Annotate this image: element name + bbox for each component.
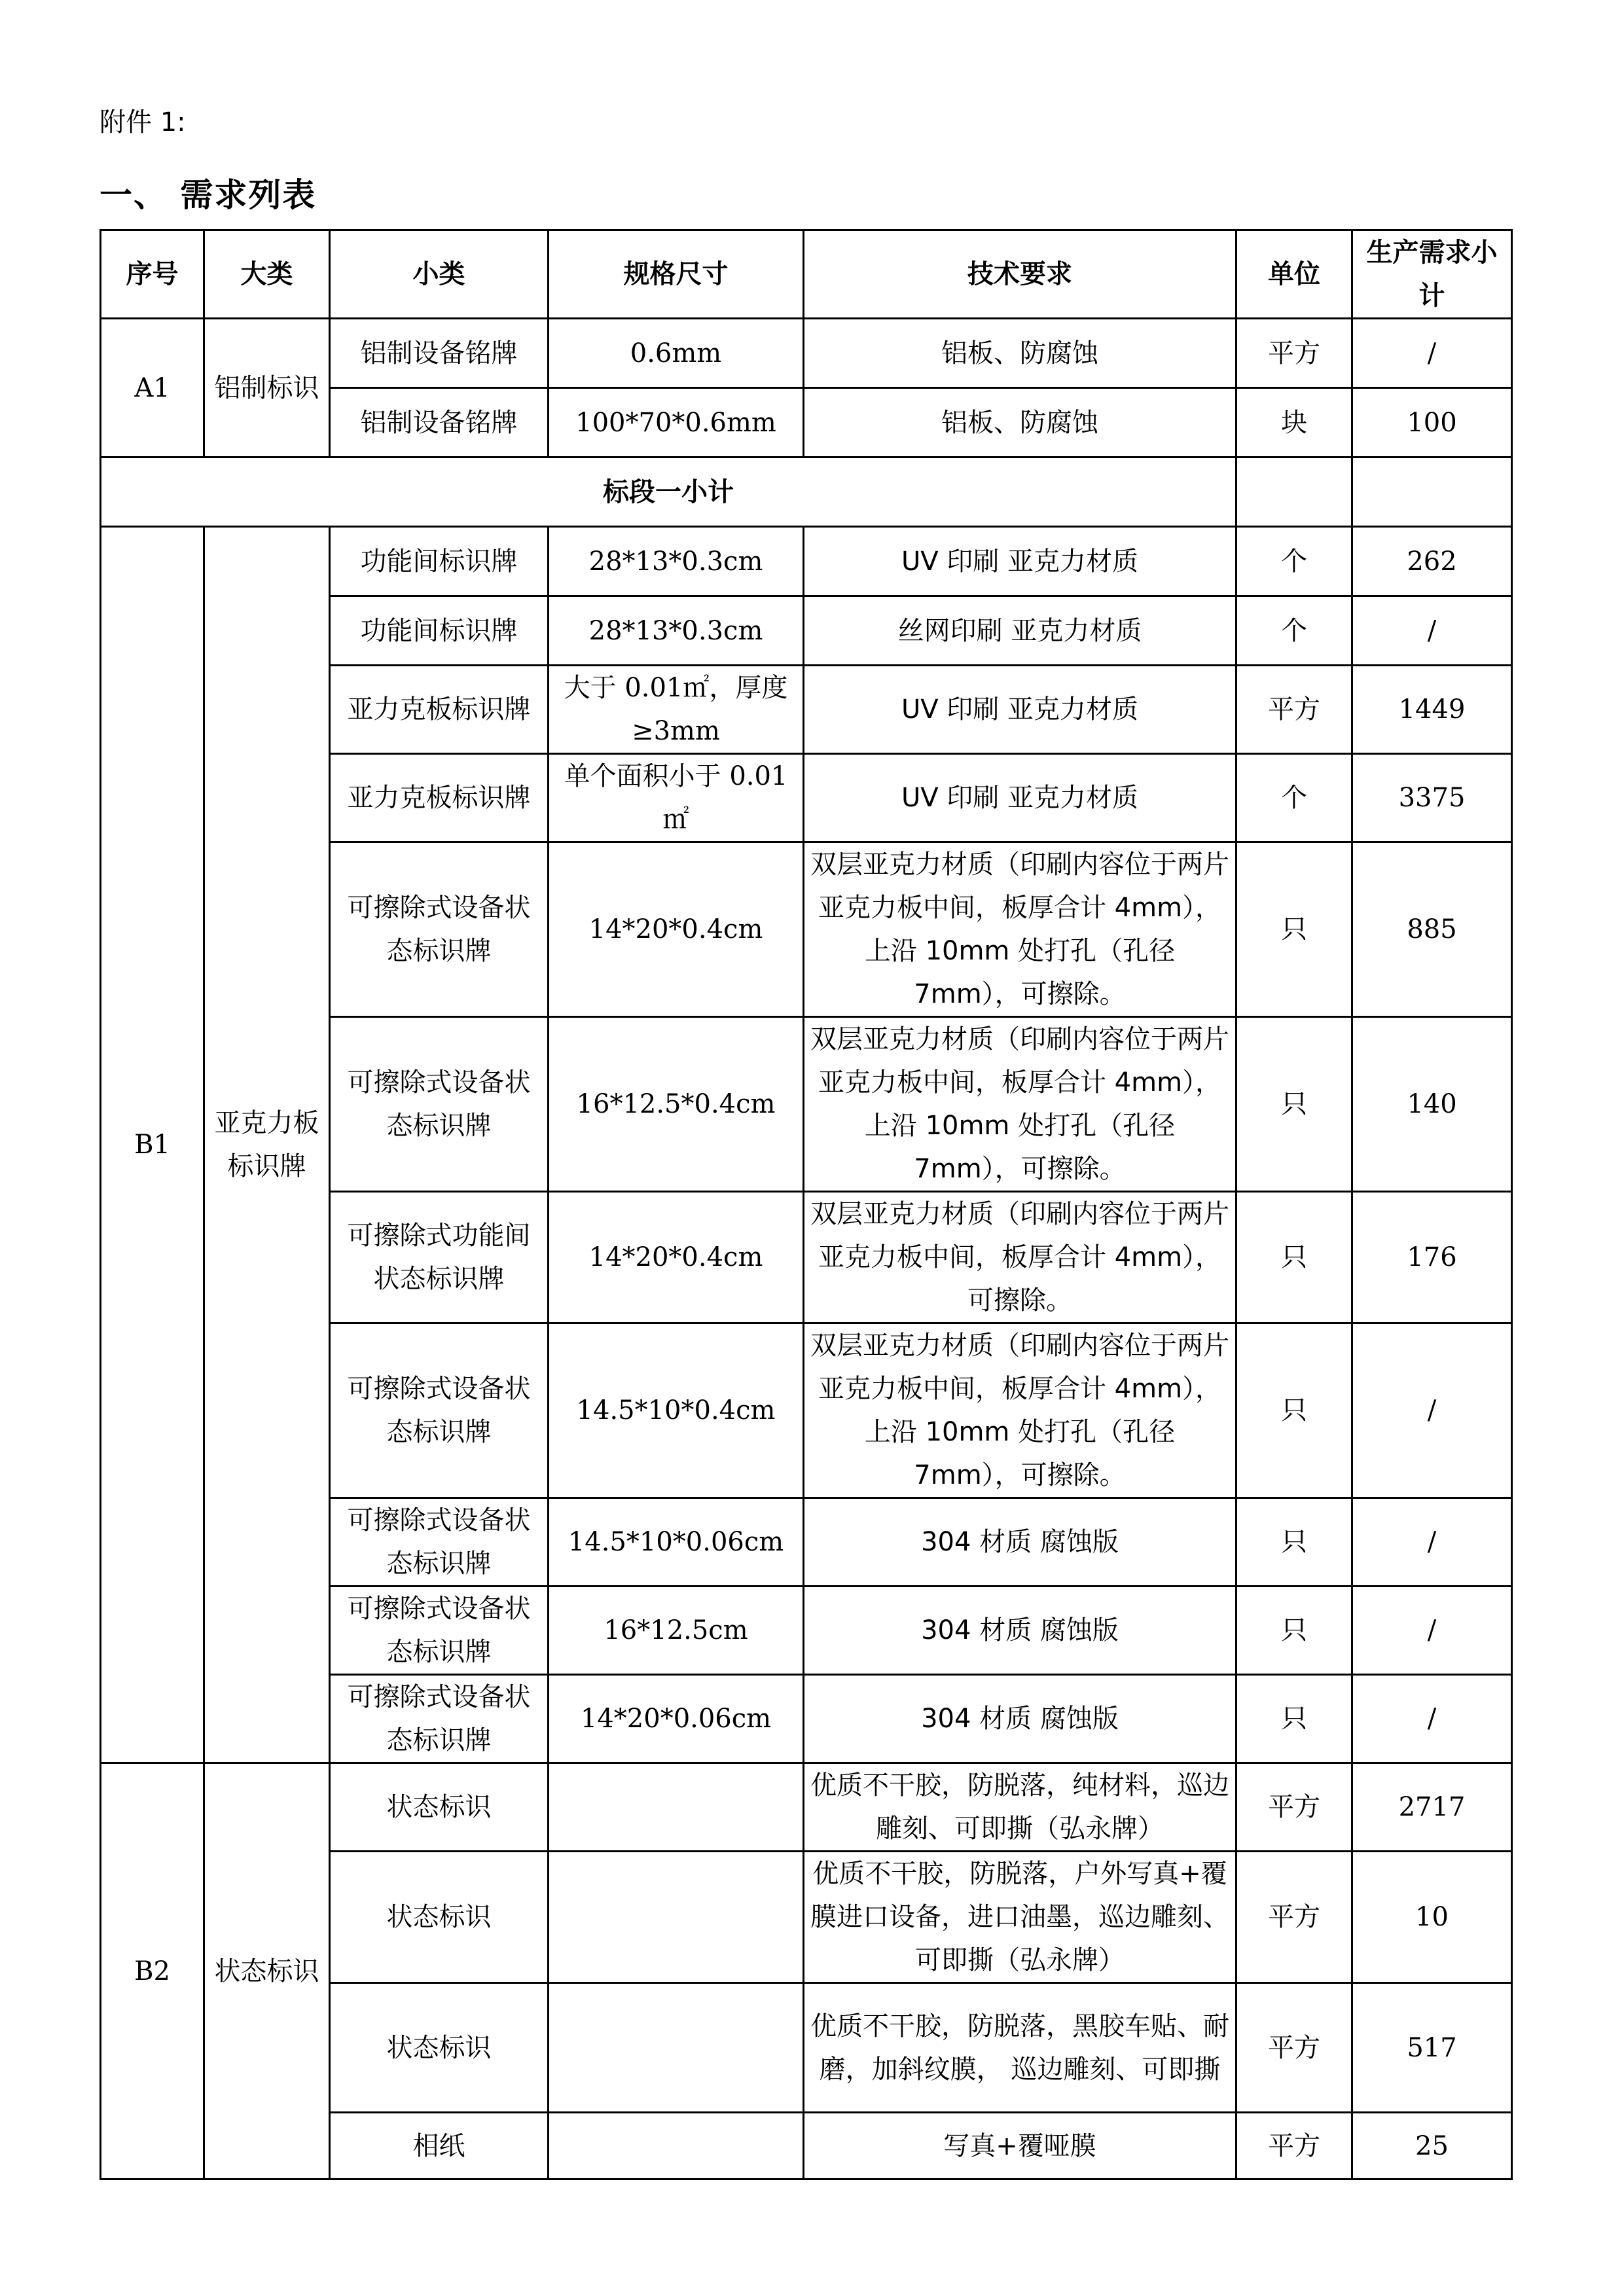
cell-minor: 可擦除式设备状态标识牌 [330,1587,549,1675]
cell-unit: 只 [1236,1587,1352,1675]
cell-unit: 平方 [1236,666,1352,754]
cell-unit: 块 [1236,388,1352,457]
cell-tech: 304 材质 腐蚀版 [804,1675,1236,1763]
cell-tech: 304 材质 腐蚀版 [804,1587,1236,1675]
cell-minor: 可擦除式设备状态标识牌 [330,1017,549,1192]
cell-qty: / [1352,596,1512,666]
group-major: 亚克力板标识牌 [204,527,330,1763]
cell-size: 14*20*0.4cm [549,842,804,1017]
cell-size: 单个面积小于 0.01㎡ [549,754,804,842]
cell-qty: 885 [1352,842,1512,1017]
cell-minor: 可擦除式设备状态标识牌 [330,1675,549,1763]
cell-size [549,1983,804,2113]
header-major: 大类 [204,230,330,319]
cell-minor: 可擦除式功能间状态标识牌 [330,1192,549,1323]
subtotal-unit [1236,457,1352,527]
cell-minor: 状态标识 [330,1852,549,1983]
cell-tech: 双层亚克力材质（印刷内容位于两片亚克力板中间，板厚合计 4mm），可擦除。 [804,1192,1236,1323]
cell-qty: 176 [1352,1192,1512,1323]
cell-unit: 只 [1236,1323,1352,1498]
cell-size: 28*13*0.3cm [549,596,804,666]
cell-size: 0.6mm [549,319,804,388]
cell-qty: 262 [1352,527,1512,596]
cell-qty: 517 [1352,1983,1512,2113]
cell-tech: 304 材质 腐蚀版 [804,1498,1236,1587]
cell-tech: UV 印刷 亚克力材质 [804,754,1236,842]
subtotal-row [101,457,1512,527]
header-unit: 单位 [1236,230,1352,319]
cell-unit: 平方 [1236,1763,1352,1852]
cell-tech: 写真+覆哑膜 [804,2113,1236,2179]
group-seq: B1 [101,527,204,1763]
cell-size: 14.5*10*0.06cm [549,1498,804,1587]
requirements-table [99,229,1513,2180]
cell-size: 16*12.5*0.4cm [549,1017,804,1192]
cell-tech: UV 印刷 亚克力材质 [804,666,1236,754]
cell-unit: 个 [1236,754,1352,842]
header-size: 规格尺寸 [549,230,804,319]
cell-qty: / [1352,1675,1512,1763]
cell-minor: 状态标识 [330,1983,549,2113]
cell-tech: 双层亚克力材质（印刷内容位于两片亚克力板中间，板厚合计 4mm），上沿 10mm 处打孔（孔径 7mm），可擦除。 [804,842,1236,1017]
cell-minor: 铝制设备铭牌 [330,319,549,388]
header-minor: 小类 [330,230,549,319]
cell-unit: 个 [1236,596,1352,666]
cell-qty: / [1352,1323,1512,1498]
cell-minor: 功能间标识牌 [330,596,549,666]
section-heading: 一、 需求列表 [99,176,317,214]
header-row [101,230,1512,319]
cell-minor: 可擦除式设备状态标识牌 [330,1323,549,1498]
cell-minor: 状态标识 [330,1763,549,1852]
cell-unit: 只 [1236,1498,1352,1587]
cell-size: 28*13*0.3cm [549,527,804,596]
cell-tech: 铝板、防腐蚀 [804,388,1236,457]
cell-unit: 只 [1236,1017,1352,1192]
table-row [101,527,1512,596]
group-major: 铝制标识 [204,319,330,457]
cell-qty: 3375 [1352,754,1512,842]
group-major: 状态标识 [204,1763,330,2179]
table-row [101,319,1512,388]
cell-minor: 功能间标识牌 [330,527,549,596]
cell-qty: / [1352,319,1512,388]
cell-unit: 个 [1236,527,1352,596]
cell-size: 14*20*0.06cm [549,1675,804,1763]
table-row [101,1763,1512,1852]
cell-unit: 平方 [1236,2113,1352,2179]
cell-size: 100*70*0.6mm [549,388,804,457]
cell-qty: 10 [1352,1852,1512,1983]
cell-size [549,2113,804,2179]
cell-tech: 铝板、防腐蚀 [804,319,1236,388]
cell-minor: 亚力克板标识牌 [330,754,549,842]
group-seq: B2 [101,1763,204,2179]
cell-unit: 只 [1236,1675,1352,1763]
cell-size [549,1852,804,1983]
cell-minor: 可擦除式设备状态标识牌 [330,842,549,1017]
cell-qty: 140 [1352,1017,1512,1192]
cell-qty: / [1352,1587,1512,1675]
subtotal-qty [1352,457,1512,527]
cell-qty: / [1352,1498,1512,1587]
header-tech: 技术要求 [804,230,1236,319]
cell-qty: 1449 [1352,666,1512,754]
cell-qty: 100 [1352,388,1512,457]
cell-size: 14*20*0.4cm [549,1192,804,1323]
header-seq: 序号 [101,230,204,319]
subtotal-label: 标段一小计 [101,457,1236,527]
cell-unit: 只 [1236,1192,1352,1323]
cell-size: 大于 0.01㎡，厚度≥3mm [549,666,804,754]
attachment-label: 附件 1: [99,107,186,137]
cell-unit: 平方 [1236,1852,1352,1983]
cell-tech: 优质不干胶，防脱落，户外写真+覆膜进口设备，进口油墨，巡边雕刻、可即撕（弘永牌） [804,1852,1236,1983]
cell-unit: 平方 [1236,1983,1352,2113]
cell-tech: 双层亚克力材质（印刷内容位于两片亚克力板中间，板厚合计 4mm），上沿 10mm 处打孔（孔径 7mm），可擦除。 [804,1323,1236,1498]
cell-tech: UV 印刷 亚克力材质 [804,527,1236,596]
cell-minor: 亚力克板标识牌 [330,666,549,754]
cell-size [549,1763,804,1852]
cell-minor: 可擦除式设备状态标识牌 [330,1498,549,1587]
cell-tech: 优质不干胶，防脱落，纯材料，巡边雕刻、可即撕（弘永牌） [804,1763,1236,1852]
cell-qty: 2717 [1352,1763,1512,1852]
cell-unit: 只 [1236,842,1352,1017]
group-seq: A1 [101,319,204,457]
cell-minor: 铝制设备铭牌 [330,388,549,457]
cell-size: 16*12.5cm [549,1587,804,1675]
cell-size: 14.5*10*0.4cm [549,1323,804,1498]
cell-tech: 丝网印刷 亚克力材质 [804,596,1236,666]
header-qty: 生产需求小计 [1352,230,1512,319]
cell-qty: 25 [1352,2113,1512,2179]
cell-minor: 相纸 [330,2113,549,2179]
cell-tech: 优质不干胶，防脱落，黑胶车贴、耐磨，加斜纹膜， 巡边雕刻、可即撕 [804,1983,1236,2113]
cell-tech: 双层亚克力材质（印刷内容位于两片亚克力板中间，板厚合计 4mm），上沿 10mm 处打孔（孔径 7mm），可擦除。 [804,1017,1236,1192]
cell-unit: 平方 [1236,319,1352,388]
